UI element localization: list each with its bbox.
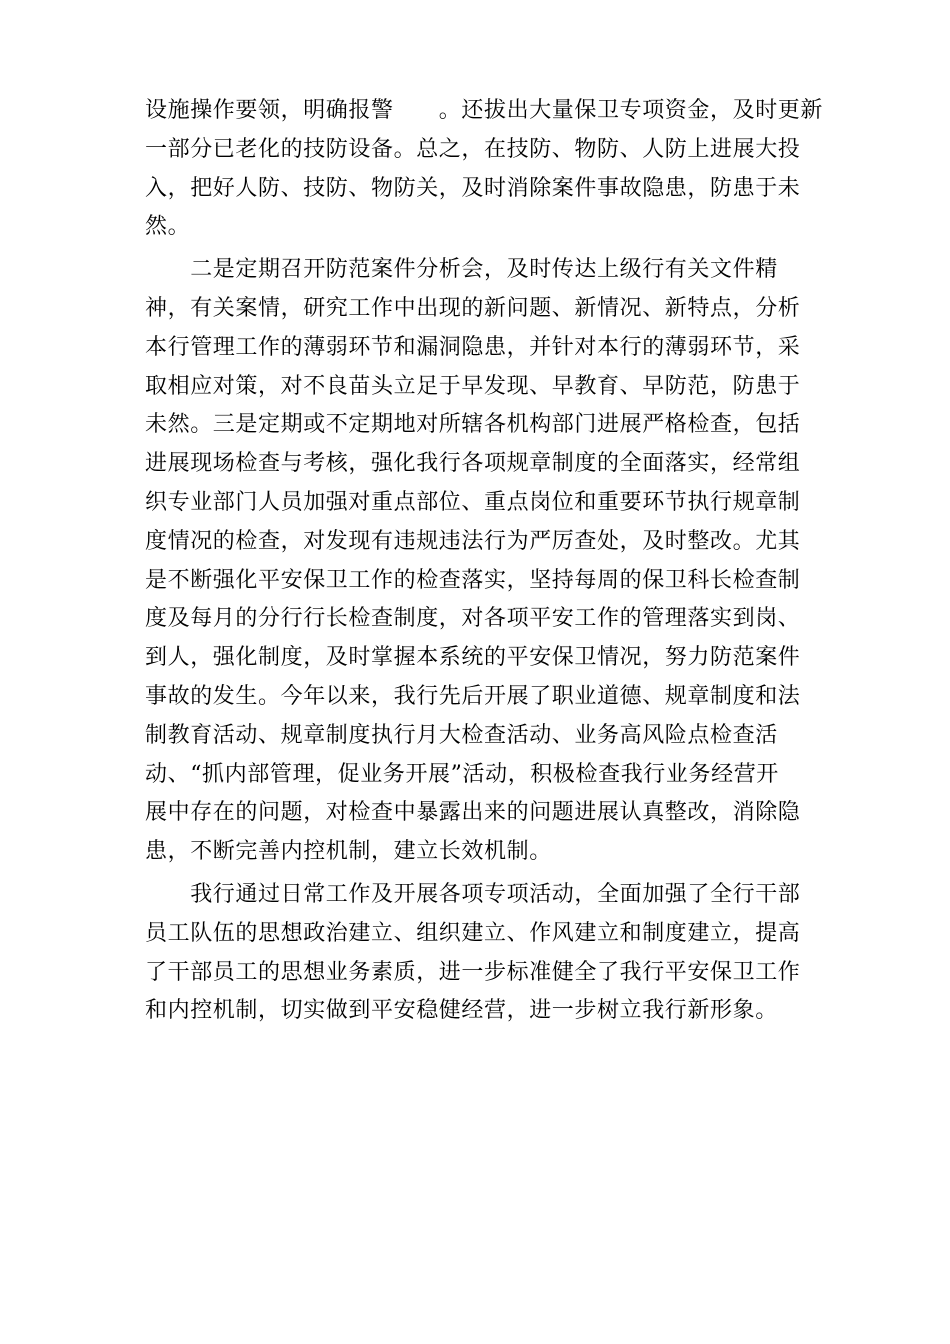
- text-line: 二是定期召开防范案件分析会，及时传达上级行有关文件精: [145, 257, 778, 283]
- text-line: 我行通过日常工作及开展各项专项活动，全面加强了全行干部: [145, 881, 801, 907]
- text-line: 神，有关案情，研究工作中出现的新问题、新情况、新特点，分析: [145, 295, 801, 321]
- text-line: 是不断强化平安保卫工作的检查落实，坚持每周的保卫科长检查制: [145, 567, 801, 593]
- text-line: 入，把好人防、技防、物防关，及时消除案件事故隐患，防患于未: [145, 175, 801, 201]
- text-line: 本行管理工作的薄弱环节和漏洞隐患，并针对本行的薄弱环节，采: [145, 334, 801, 360]
- paragraph-3: [145, 876, 825, 1031]
- paragraph-2: [145, 251, 825, 872]
- text-line: 患，不断完善内控机制，建立长效机制。: [145, 839, 552, 865]
- text-line: 事故的发生。今年以来，我行先后开展了职业道德、规章制度和法: [145, 683, 801, 709]
- text-line: 进展现场检查与考核，强化我行各项规章制度的全面落实，经常组: [145, 451, 801, 477]
- text-line: 未然。三是定期或不定期地对所辖各机构部门进展严格检查，包括: [145, 412, 801, 438]
- paragraph-1: [145, 92, 825, 247]
- text-line: 动、“抓内部管理，促业务开展”活动，积极检查我行业务经营开: [145, 761, 779, 787]
- text-line: 度及每月的分行行长检查制度，对各项平安工作的管理落实到岗、: [145, 606, 801, 632]
- text-line: 一部分已老化的技防设备。总之，在技防、物防、人防上进展大投: [145, 136, 801, 162]
- text-line: 然。: [145, 214, 191, 240]
- text-line: 制教育活动、规章制度执行月大检查活动、业务高风险点检查活: [145, 722, 778, 748]
- text-line: 取相应对策，对不良苗头立足于早发现、早教育、早防范，防患于: [145, 373, 801, 399]
- text-line: 设施操作要领，明确报警 。还拔出大量保卫专项资金，及时更新: [145, 98, 824, 123]
- text-line: 和内控机制，切实做到平安稳健经营，进一步树立我行新形象。: [145, 998, 778, 1024]
- document-page: [145, 92, 825, 1031]
- text-line: 织专业部门人员加强对重点部位、重点岗位和重要环节执行规章制: [145, 489, 801, 515]
- text-line: 员工队伍的思想政治建立、组织建立、作风建立和制度建立，提高: [145, 920, 801, 946]
- text-line: 了干部员工的思想业务素质，进一步标准健全了我行平安保卫工作: [145, 959, 801, 985]
- text-line: 到人，强化制度，及时掌握本系统的平安保卫情况，努力防范案件: [145, 645, 801, 671]
- text-line: 度情况的检查，对发现有违规违法行为严厉查处，及时整改。尤其: [145, 528, 801, 554]
- text-line: 展中存在的问题，对检查中暴露出来的问题进展认真整改，消除隐: [145, 800, 801, 826]
